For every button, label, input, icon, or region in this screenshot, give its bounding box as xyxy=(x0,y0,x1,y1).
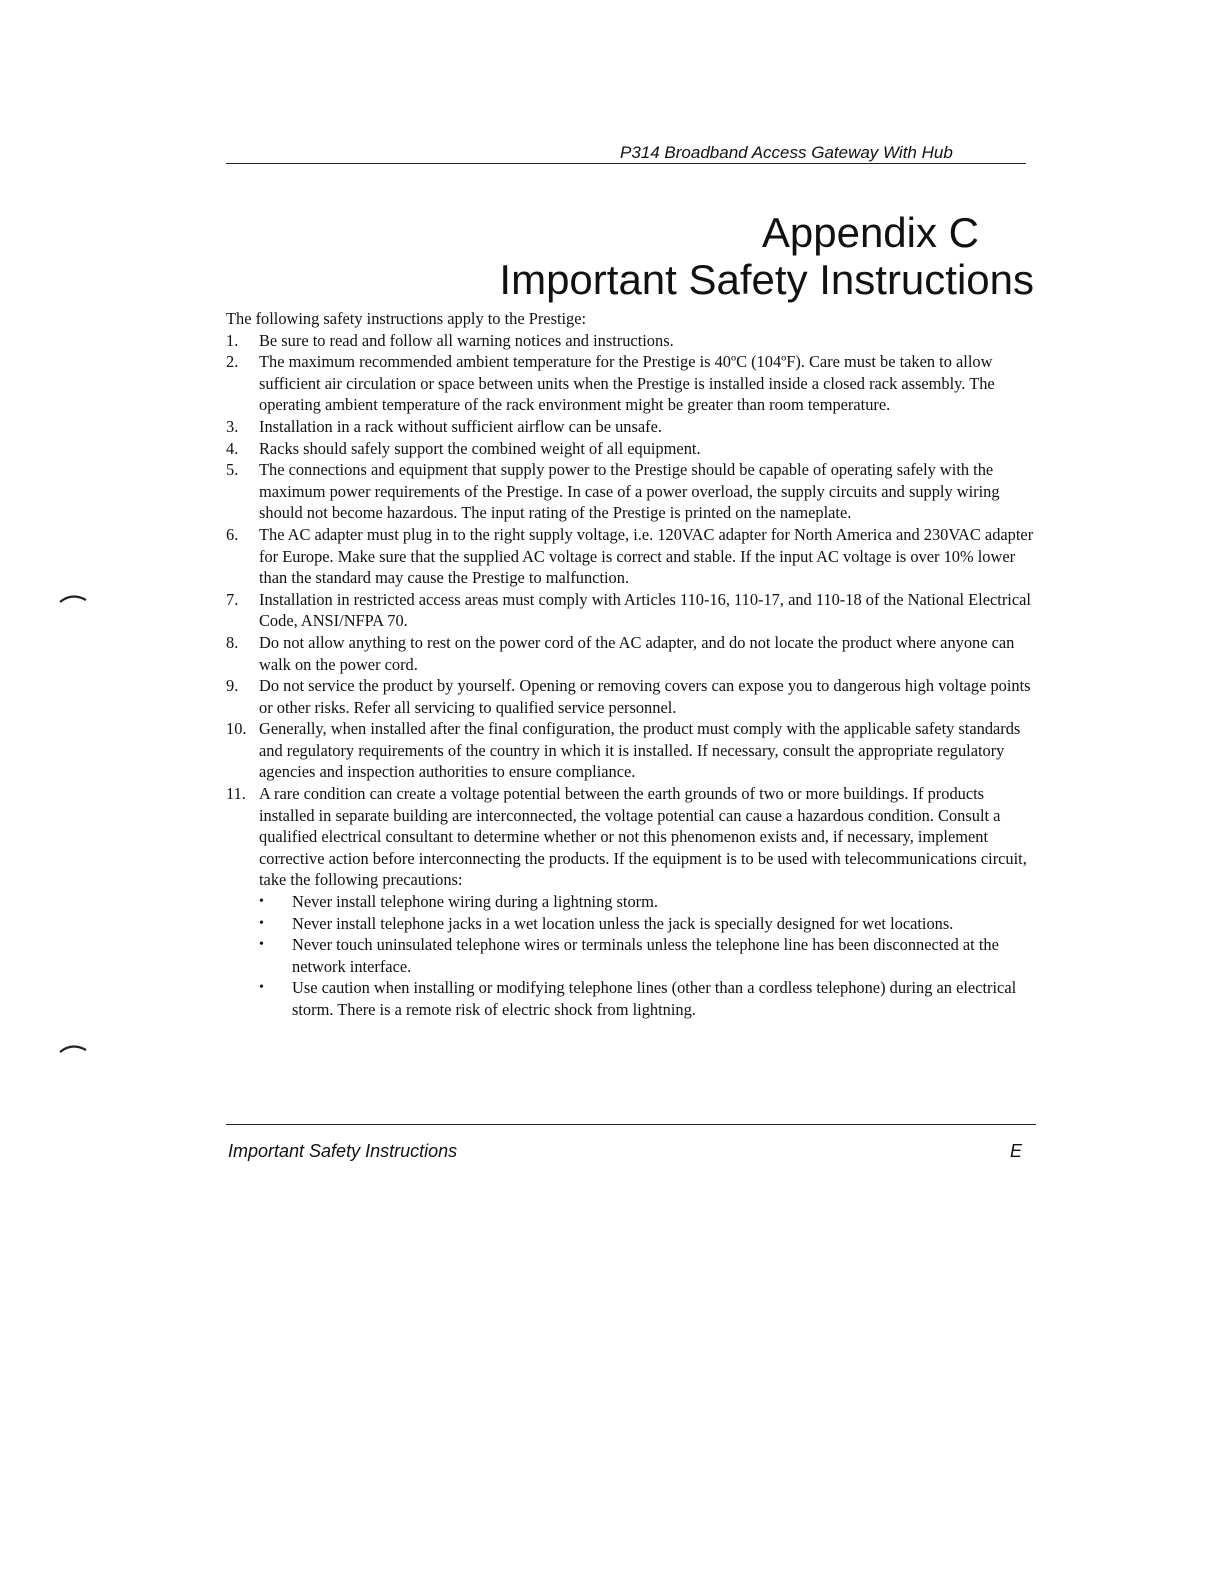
item-text: Generally, when installed after the final configuration, the product must comply with the applicable safety standards and regulatory requirements of the country in which it is installed. If necessary, consult the appropriate regulatory agencies and inspection authorities to ensure compliance. xyxy=(259,719,1021,782)
item-text: Installation in a rack without sufficient airflow can be unsafe. xyxy=(259,416,662,436)
appendix-title: Appendix C xyxy=(761,209,979,256)
appendix-subtitle: Important Safety Instructions xyxy=(499,256,1034,303)
item-number: 7. xyxy=(226,589,239,609)
running-header: P314 Broadband Access Gateway With Hub xyxy=(620,143,953,162)
bullet-icon: • xyxy=(259,915,264,931)
footer-rule xyxy=(226,1124,1036,1125)
item-text: Be sure to read and follow all warning notices and instructions. xyxy=(259,330,674,350)
list-item xyxy=(226,632,1038,675)
list-item xyxy=(226,718,1038,783)
list-item xyxy=(226,330,1038,352)
item-text: Racks should safely support the combined weight of all equipment. xyxy=(259,438,701,458)
list-item xyxy=(226,524,1038,589)
bullet-icon: • xyxy=(259,980,264,996)
item-text: Installation in restricted access areas must comply with Articles 110-16, 110-17, and 110-18 of the National Electrical Code, ANSI/NFPA 70. xyxy=(259,589,1031,631)
safety-list xyxy=(226,330,1038,1021)
item-text: Do not allow anything to rest on the power cord of the AC adapter, and do not locate the product where anyone can walk on the power cord. xyxy=(259,632,1015,674)
bullet-text: Never install telephone jacks in a wet location unless the jack is specially designed for wet locations. xyxy=(292,913,954,933)
item-number: 9. xyxy=(226,676,239,696)
bullet-item xyxy=(259,913,1038,935)
bullet-text: Use caution when installing or modifying telephone lines (other than a cordless telephone) during an electrical storm. There is a remote risk of electric shock from lightning. xyxy=(292,978,1017,1019)
item-number: 4. xyxy=(226,438,239,458)
page-number: E xyxy=(1010,1141,1023,1161)
list-item xyxy=(226,589,1038,632)
header-rule xyxy=(226,163,1026,164)
bullet-item xyxy=(259,934,1038,977)
item-text: The AC adapter must plug in to the right supply voltage, i.e. 120VAC adapter for North America and 230VAC adapter for Europe. Make sure that the supplied AC voltage is correct and stable. If the input AC voltage is over 10% lower than the standard may cause the Prestige to malfunction. xyxy=(259,524,1034,588)
list-item xyxy=(226,351,1038,416)
running-footer: Important Safety Instructions xyxy=(228,1141,458,1161)
item-number: 10. xyxy=(226,719,247,739)
item-number: 6. xyxy=(226,524,239,544)
item-text: The connections and equipment that supply power to the Prestige should be capable of operating safely with the maximum power requirements of the Prestige. In case of a power overload, the supply circuits and supply wiring should not become hazardous. The input rating of the Prestige is printed on the nameplate. xyxy=(259,460,1000,523)
precautions-list xyxy=(259,891,1038,1021)
item-number: 1. xyxy=(226,330,239,350)
item-number: 5. xyxy=(226,460,239,480)
list-item xyxy=(226,459,1038,524)
bullet-text: Never touch uninsulated telephone wires or terminals unless the telephone line has been disconnected at the network interface. xyxy=(292,935,999,976)
list-item xyxy=(226,675,1038,718)
punch-mark-lower xyxy=(58,1042,88,1056)
list-item xyxy=(226,783,1038,1021)
item-text: The maximum recommended ambient temperature for the Prestige is 40ºC (104ºF). Care must be taken to allow sufficient air circulation or space between units when the Prestige is installed inside a closed rack assembly. The operating ambient temperature of the rack environment might be greater than room temperature. xyxy=(259,352,995,415)
punch-mark-upper xyxy=(58,592,88,606)
item-text: Do not service the product by yourself. Opening or removing covers can expose you to dangerous high voltage points or other risks. Refer all servicing to qualified service personnel. xyxy=(259,676,1031,717)
intro-paragraph: The following safety instructions apply to the Prestige: xyxy=(226,309,587,328)
item-number: 8. xyxy=(226,632,239,652)
body-content xyxy=(226,308,1038,1021)
list-item xyxy=(226,416,1038,438)
item-text: A rare condition can create a voltage potential between the earth grounds of two or more buildings. If products installed in separate building are interconnected, the voltage potential can cause a hazardous condition. Consult a qualified electrical consultant to determine whether or not this phenomenon exists and, if necessary, implement corrective action before interconnecting the products. If the equipment is to be used with telecommunications circuit, take the following precautions: xyxy=(259,784,1027,890)
item-number: 3. xyxy=(226,416,239,436)
list-item xyxy=(226,438,1038,460)
item-number: 2. xyxy=(226,352,239,372)
item-number: 11. xyxy=(226,784,246,804)
bullet-icon: • xyxy=(259,894,264,910)
bullet-icon: • xyxy=(259,937,264,953)
bullet-text: Never install telephone wiring during a lightning storm. xyxy=(292,892,658,912)
bullet-item xyxy=(259,891,1038,913)
bullet-item xyxy=(259,977,1038,1020)
